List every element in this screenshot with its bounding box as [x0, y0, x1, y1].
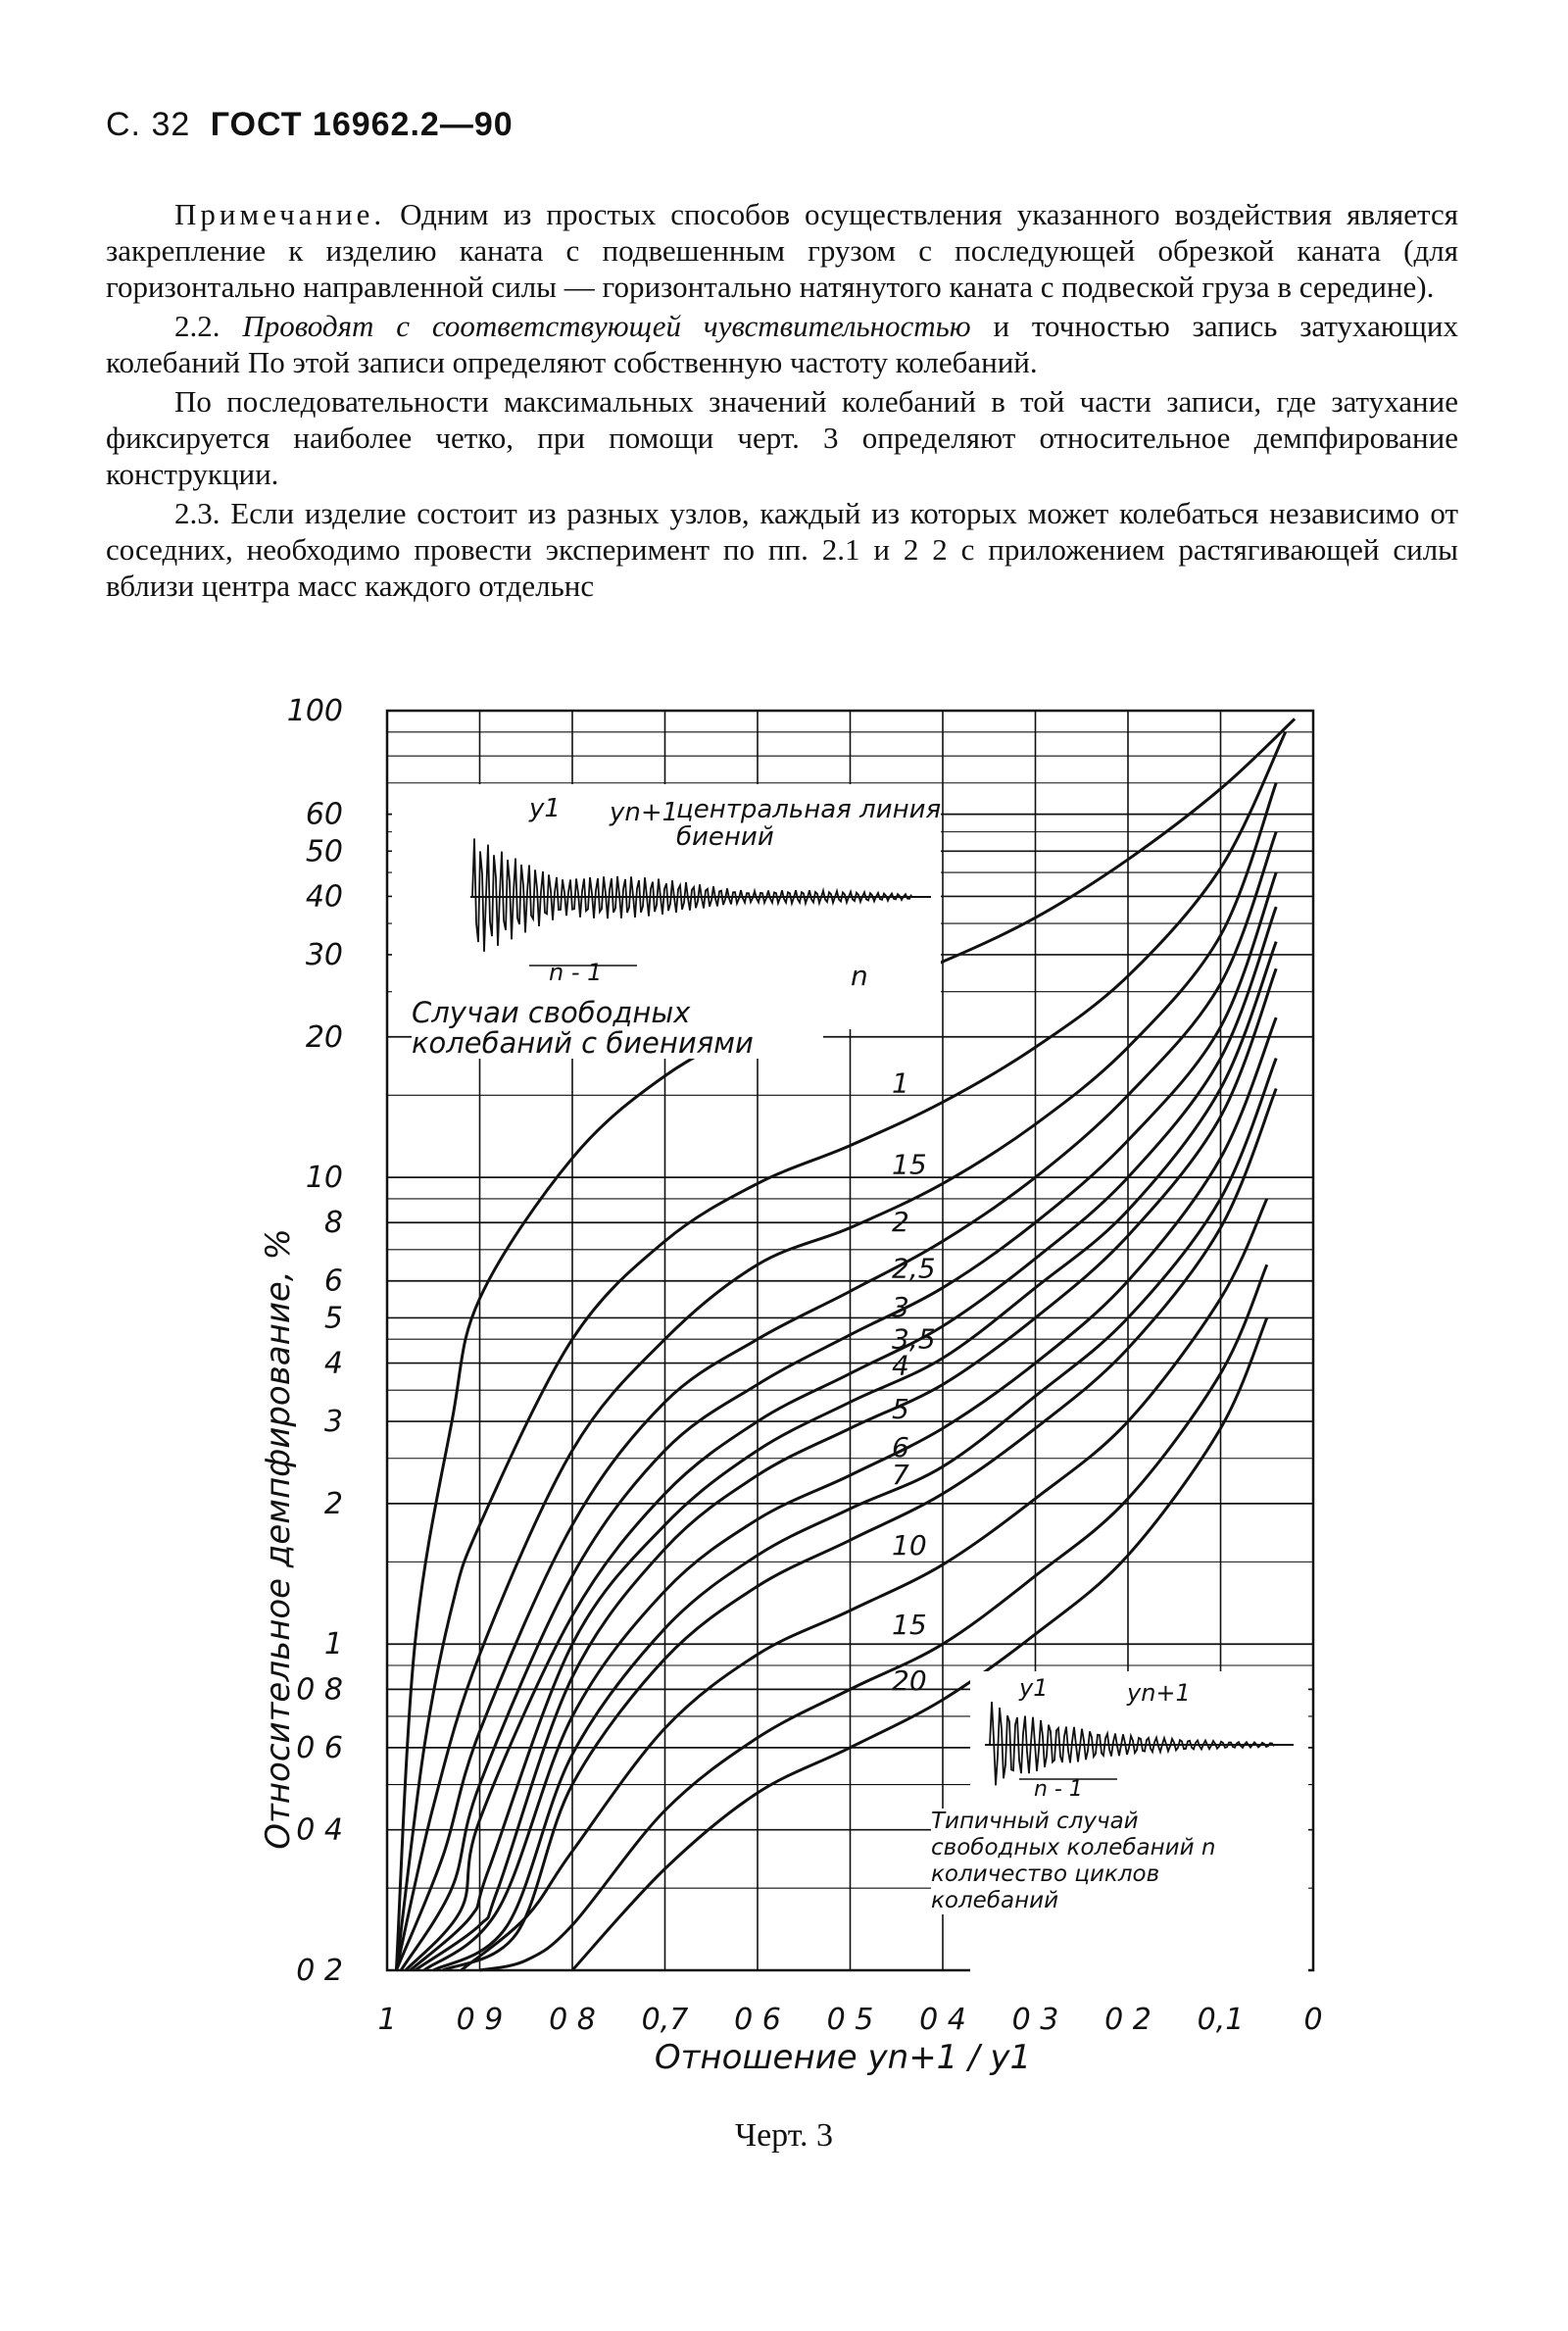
y-tick-label: 4	[323, 1346, 343, 1381]
y-axis-label: Относительное демпфирование, %	[259, 1228, 298, 1850]
y-tick-label: 30	[305, 937, 343, 972]
x-tick-label: 0	[1303, 2003, 1323, 2037]
curve-label: 5	[892, 1393, 909, 1426]
y-tick-label: 0 2	[296, 1954, 343, 1988]
inset-typical-caption-box	[931, 1809, 1274, 1956]
y-tick-label: 0 8	[296, 1672, 343, 1708]
inset-beats-yn1: yn+1	[610, 798, 679, 827]
paragraph-2-2-italic: Проводят с соответствующей чувствительностью	[242, 309, 971, 343]
y-tick-label: 6	[323, 1264, 343, 1299]
inset-beats-y1: y1	[529, 794, 561, 823]
x-tick-label: 0 3	[1011, 2003, 1059, 2037]
curve-label: 10	[892, 1529, 927, 1562]
inset-typical-n1: n - 1	[1034, 1777, 1083, 1802]
curve-label: 20	[892, 1663, 927, 1697]
curve-label: 2	[892, 1206, 909, 1239]
y-tick-label: 3	[323, 1405, 343, 1440]
y-tick-label: 0 6	[296, 1730, 343, 1765]
x-axis-label: Отношение yn+1 / y1	[654, 2038, 1032, 2077]
curve-label: 4	[892, 1349, 909, 1382]
gost-number: ГОСТ 16962.2—90	[210, 106, 514, 143]
x-tick-label: 0 9	[456, 2003, 504, 2037]
inset-beats-n1: n - 1	[549, 959, 603, 986]
x-tick-label: 0,1	[1197, 2003, 1245, 2037]
inset-typical-y1: y1	[1019, 1674, 1049, 1702]
y-tick-label: 5	[323, 1301, 343, 1336]
y-tick-label: 1	[323, 1627, 343, 1662]
curve-label: 3,5	[892, 1322, 936, 1356]
inset-typical-yn1: yn+1	[1127, 1679, 1191, 1707]
y-tick-label: 40	[305, 879, 343, 915]
inset-beats-caption: Случаи свободных колебаний с биениями	[412, 998, 823, 1059]
x-tick-label: 1	[377, 2003, 397, 2037]
paragraph-2-3: 2.3. Если изделие состоит из разных узлов, каждый из которых может колебаться независимо от соседних, необходимо провести эксперимент по пп. 2.1 и 2 2 с приложением растягивающей силы вблизи центра масс каждого отдельнс	[106, 496, 1458, 603]
inset-typical	[931, 1671, 1308, 1995]
note-lead: Примечание.	[174, 197, 386, 231]
curve-label: 6	[892, 1431, 909, 1464]
paragraph-2-2-rest: и точностью запись затухающих колебаний По этой записи определяют собственную частоту колебаний.	[106, 309, 1459, 379]
note-body: Одним из простых способов осуществления указанного воздействия является закрепление к изделию каната с подвешенным грузом с последующей обрезкой каната (для горизонтально направленной силы — горизонтально натянутого каната с подвеской груза в середине).	[106, 197, 1459, 304]
curve-label: 1	[892, 1066, 909, 1100]
x-tick-label: 0 8	[549, 2003, 596, 2037]
y-tick-label: 2	[323, 1486, 343, 1521]
y-tick-label: 10	[305, 1161, 343, 1196]
paragraph-2-2-number: 2.2.	[174, 309, 220, 343]
x-tick-label: 0 4	[919, 2003, 966, 2037]
inset-beats-center-line-box	[676, 796, 960, 874]
curve-label: 7	[892, 1458, 909, 1491]
page-number: С. 32	[106, 106, 191, 143]
y-tick-label: 0 4	[296, 1812, 343, 1848]
y-tick-label: 8	[323, 1206, 343, 1241]
x-tick-label: 0 5	[826, 2003, 874, 2037]
y-tick-label: 20	[305, 1019, 343, 1055]
x-tick-label: 0,7	[641, 2003, 689, 2037]
x-tick-label: 0 2	[1104, 2003, 1152, 2037]
paragraph-sequence: По последовательности максимальных значений колебаний в той части записи, где затухание фиксируется наиболее четко, при помощи черт. 3 определяют относительное демпфирование конструкции.	[106, 384, 1458, 491]
inset-beats-center-line: центральная линия биений	[676, 796, 942, 852]
curve-n-label: n	[851, 960, 868, 992]
curve-label: 2,5	[892, 1252, 936, 1285]
inset-beats	[392, 784, 960, 1086]
inset-typical-caption: Типичный случай свободных колебаний n количество циклов колебаний	[931, 1809, 1274, 1914]
curve-label: 15	[892, 1609, 927, 1642]
y-tick-label: 60	[305, 797, 343, 832]
y-tick-label: 50	[305, 834, 343, 869]
y-tick-label: 100	[286, 694, 343, 728]
curve-label: 3	[892, 1290, 909, 1323]
curve-label: 15	[892, 1148, 927, 1181]
figure-caption: Черт. 3	[734, 2117, 834, 2154]
inset-beats-caption-box	[412, 998, 823, 1086]
x-tick-label: 0 6	[734, 2003, 781, 2037]
